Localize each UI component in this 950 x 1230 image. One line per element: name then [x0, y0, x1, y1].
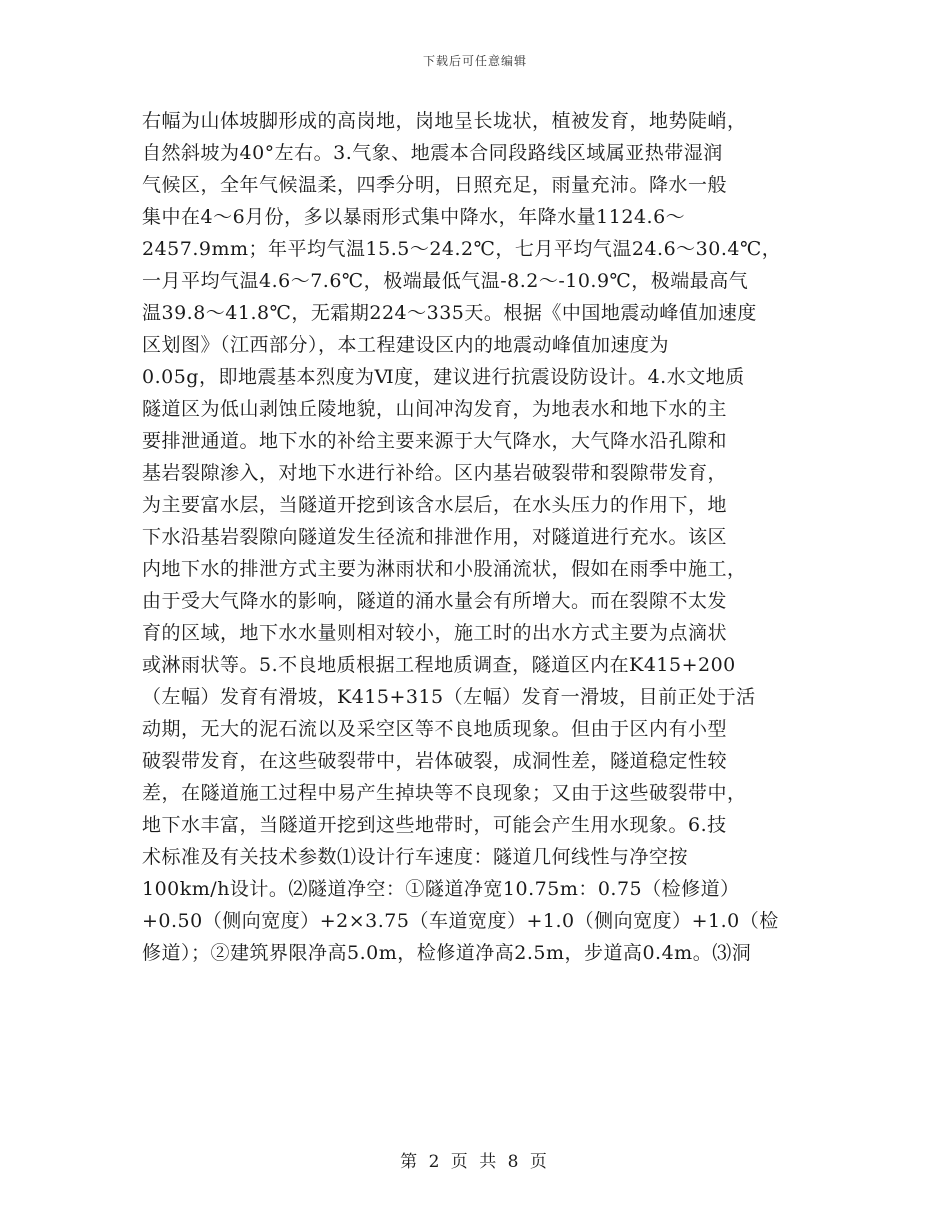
text-line: 由于受大气降水的影响，隧道的涌水量会有所增大。而在裂隙不太发: [142, 590, 728, 612]
text-line: 集中在4～6月份，多以暴雨形式集中降水，年降水量1124.6～: [142, 206, 686, 228]
text-line: 要排泄通道。地下水的补给主要来源于大气降水，大气降水沿孔隙和: [142, 430, 728, 452]
text-line: 区划图》（江西部分），本工程建设区内的地震动峰值加速度为: [142, 334, 670, 356]
text-line: 术标准及有关技术参数⑴设计行车速度：隧道几何线性与净空按: [142, 846, 689, 868]
text-line: 100km/h设计。⑵隧道净空：①隧道净宽10.75m：0.75（检修道）: [142, 878, 740, 900]
text-line: 为主要富水层，当隧道开挖到该含水层后，在水头压力的作用下，地: [142, 494, 728, 516]
text-line: 2457.9mm；年平均气温15.5～24.2℃，七月平均气温24.6～30.4℃，: [142, 238, 782, 260]
text-line: 育的区域，地下水水量则相对较小，施工时的出水方式主要为点滴状: [142, 622, 728, 644]
text-line: 基岩裂隙渗入，对地下水进行补给。区内基岩破裂带和裂隙带发育，: [142, 462, 728, 484]
text-line: 下水沿基岩裂隙向隧道发生径流和排泄作用，对隧道进行充水。该区: [142, 526, 728, 548]
text-line: 修道）；②建筑界限净高5.0m，检修道净高2.5m，步道高0.4m。⑶洞: [142, 942, 752, 964]
text-line: 动期，无大的泥石流以及采空区等不良地质现象。但由于区内有小型: [142, 718, 728, 740]
text-line: 破裂带发育，在这些破裂带中，岩体破裂，成洞性差，隧道稳定性较: [142, 750, 728, 772]
text-line: +0.50（侧向宽度）+2×3.75（车道宽度）+1.0（侧向宽度）+1.0（检: [142, 910, 779, 932]
text-line: 自然斜坡为40°左右。3.气象、地震本合同段路线区域属亚热带湿润: [142, 142, 723, 164]
text-line: 地下水丰富，当隧道开挖到这些地带时，可能会产生用水现象。6.技: [142, 814, 727, 836]
text-line: 或淋雨状等。5.不良地质根据工程地质调查，隧道区内在K415+200: [142, 654, 736, 676]
page-number: 第 2 页 共 8 页: [400, 1152, 550, 1172]
page-header: 下载后可任意编辑: [422, 54, 527, 68]
text-line: 温39.8～41.8℃，无霜期224～335天。根据《中国地震动峰值加速度: [142, 302, 757, 324]
text-line: 隧道区为低山剥蚀丘陵地貌，山间冲沟发育，为地表水和地下水的主: [142, 398, 728, 420]
text-line: 差，在隧道施工过程中易产生掉块等不良现象；又由于这些破裂带中，: [142, 782, 747, 804]
text-line: 气候区，全年气候温柔，四季分明，日照充足，雨量充沛。降水一般: [142, 174, 728, 196]
text-line: 0.05g，即地震基本烈度为Ⅵ度，建议进行抗震设防设计。4.水文地质: [142, 366, 745, 388]
text-line: 右幅为山体坡脚形成的高岗地，岗地呈长垅状，植被发育，地势陡峭，: [142, 110, 747, 132]
text-line: （左幅）发育有滑坡，K415+315（左幅）发育一滑坡，目前正处于活: [142, 686, 756, 708]
text-line: 内地下水的排泄方式主要为淋雨状和小股涌流状，假如在雨季中施工，: [142, 558, 747, 580]
body-text: [142, 105, 808, 969]
text-line: 一月平均气温4.6～7.6℃，极端最低气温-8.2～-10.9℃，极端最高气: [142, 270, 749, 292]
